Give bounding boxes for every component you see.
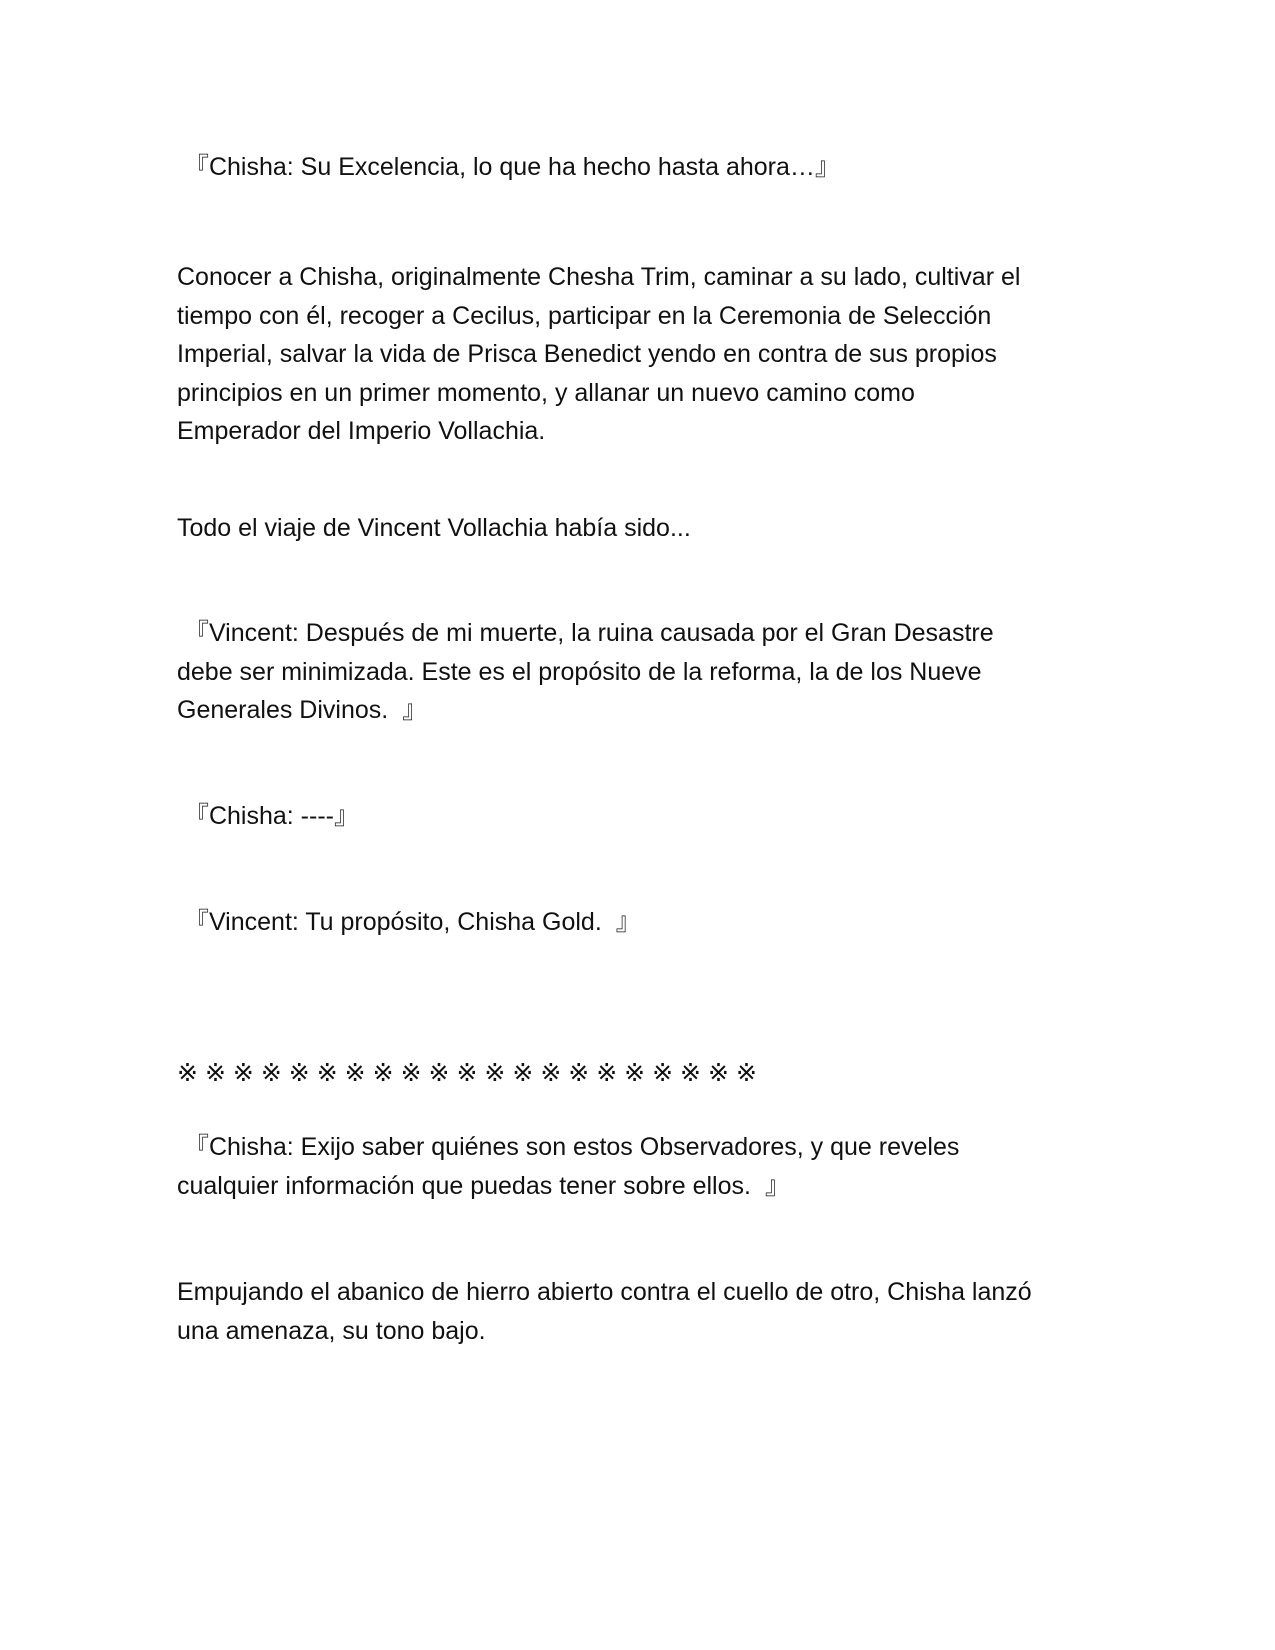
dialogue-vincent-purpose: 『Vincent: Tu propósito, Chisha Gold. 』 <box>177 908 641 936</box>
scene-separator: ※※※※※※※※※※※※※※※※※※※※※ <box>177 1058 764 1087</box>
dialogue-vincent-reform: 『Vincent: Después de mi muerte, la ruina causada por el Gran Desastre debe ser minimizada. Este es el propósito de la reforma, la de los Nueve Generales Divinos. 』 <box>177 619 994 724</box>
dialogue-chisha-silence: 『Chisha: ----』 <box>177 802 359 830</box>
narration-iron-fan-threat: Empujando el abanico de hierro abierto contra el cuello de otro, Chisha lanzó una amenaza, su tono bajo. <box>177 1278 1032 1345</box>
narration-whole-journey: Todo el viaje de Vincent Vollachia había sido... <box>177 514 691 542</box>
narration-vincent-journey: Conocer a Chisha, originalmente Chesha Trim, caminar a su lado, cultivar el tiempo con él, recoger a Cecilus, participar en la Ceremonia de Selección Imperial, salvar la vida de Prisca Benedict yendo en contra de sus propios principios en un primer momento, y allanar un nuevo camino como Emperador del Imperio Vollachia. <box>177 263 1021 445</box>
dialogue-chisha-observers: 『Chisha: Exijo saber quiénes son estos Observadores, y que reveles cualquier información que puedas tener sobre ellos. 』 <box>177 1133 960 1200</box>
dialogue-chisha-excellency: 『Chisha: Su Excelencia, lo que ha hecho hasta ahora…』 <box>177 153 840 181</box>
